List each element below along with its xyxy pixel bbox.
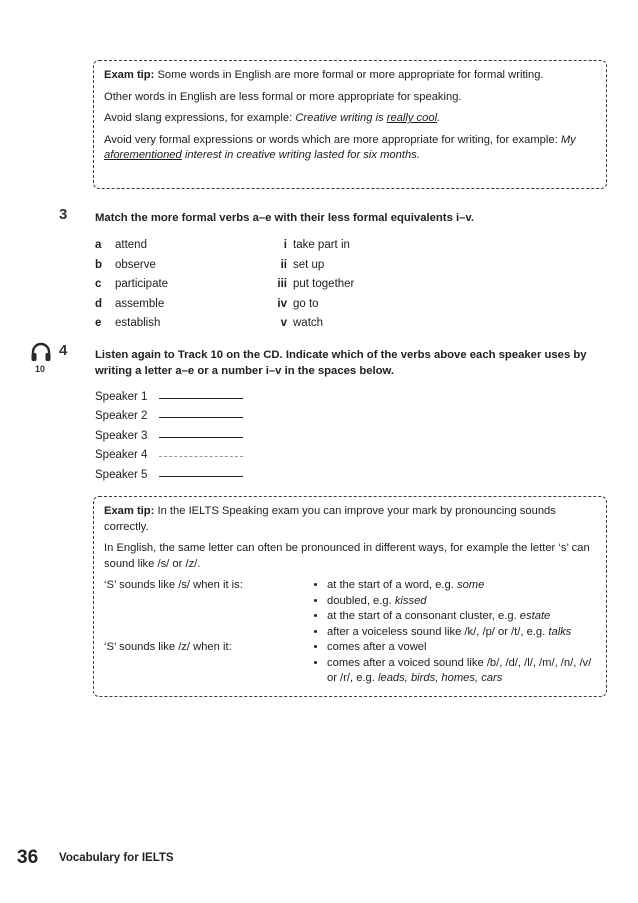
exam-tip-box-pronunciation xyxy=(93,496,607,697)
answer-blank[interactable] xyxy=(159,456,243,457)
item-numeral: v xyxy=(280,317,287,330)
rule-example: kissed xyxy=(394,594,427,607)
speaker-label: Speaker 5 xyxy=(95,468,148,481)
rule-text: comes after a vowel xyxy=(327,641,427,653)
item-word: assemble xyxy=(115,297,165,310)
rule-list-s xyxy=(311,578,597,640)
formal-verb-item xyxy=(95,236,168,256)
answer-blank[interactable] xyxy=(159,398,243,399)
informal-verb-item xyxy=(259,295,354,315)
tip-example-underlined: really cool xyxy=(386,112,438,124)
speaker-label: Speaker 1 xyxy=(95,390,148,403)
formal-verbs-list xyxy=(95,236,168,334)
item-word: take part in xyxy=(293,239,350,251)
tip-paragraph xyxy=(104,68,597,84)
answer-blank[interactable] xyxy=(159,437,243,438)
track-number: 10 xyxy=(35,364,46,374)
speaker-row xyxy=(95,403,243,423)
rule-example: estate xyxy=(519,610,551,622)
headphones-icon xyxy=(30,341,52,363)
item-word: participate xyxy=(115,278,169,291)
rule-example: talks xyxy=(548,625,572,638)
item-word: attend xyxy=(115,239,147,251)
question-number-4: 4 xyxy=(59,342,68,359)
tip-text: In English, the same letter can often be pronounced in different ways, for example the letter ‘s’ can sound like /s/ or /z/. xyxy=(104,542,590,570)
tip-text: In the IELTS Speaking exam you can improve your mark by pronouncing sounds correctly. xyxy=(104,505,556,533)
speaker-row xyxy=(95,461,243,481)
informal-verb-item xyxy=(259,275,354,295)
tip-paragraph xyxy=(104,541,597,572)
tip-paragraph xyxy=(104,504,597,535)
rule-text: comes after a voiced sound like /b/, /d/, /l/, /m/, /n/, /v/ or /r/, e.g. xyxy=(327,656,592,684)
list-item xyxy=(327,578,597,594)
speaker-label: Speaker 2 xyxy=(95,410,148,422)
tip-example-end: . xyxy=(437,112,441,124)
informal-verb-item xyxy=(259,236,354,256)
tip-example-text: My xyxy=(560,133,576,146)
formal-verb-item xyxy=(95,295,168,315)
tip-example-underlined: aforementioned xyxy=(104,149,182,161)
rule-example: leads, birds, homes, cars xyxy=(377,672,503,684)
informal-verbs-list xyxy=(259,236,354,334)
question-4-instruction: Listen again to Track 10 on the CD. Indicate which of the verbs above each speaker uses by writing a letter a–e or a number i–v in the spaces below. xyxy=(95,349,587,377)
speaker-row xyxy=(95,442,243,462)
tip-example-text: Creative writing is xyxy=(295,112,387,124)
tip-paragraph xyxy=(104,111,597,127)
item-word: set up xyxy=(293,258,325,271)
rule-text: doubled, e.g. xyxy=(327,594,395,607)
rule-text: at the start of a consonant cluster, e.g. xyxy=(327,610,520,622)
item-numeral: i xyxy=(283,239,287,251)
rule-list-z xyxy=(311,640,597,687)
item-letter: b xyxy=(95,258,103,271)
book-title: Vocabulary for IELTS xyxy=(59,852,174,864)
item-numeral: iv xyxy=(277,297,287,310)
tip-text: Some words in English are more formal or more appropriate for formal writing. xyxy=(157,69,544,81)
question-3-instruction: Match the more formal verbs a–e with their less formal equivalents i–v. xyxy=(95,212,474,224)
rule-label-z: ‘S’ sounds like /z/ when it: xyxy=(104,641,232,653)
informal-verb-item xyxy=(259,256,354,276)
item-word: watch xyxy=(293,317,324,330)
exam-tip-label: Exam tip: xyxy=(104,505,155,517)
formal-verb-item xyxy=(95,275,168,295)
page-number: 36 xyxy=(17,847,39,868)
tip-example-end: interest in creative writing lasted for six months. xyxy=(181,149,420,161)
informal-verb-item xyxy=(259,314,354,334)
list-item xyxy=(327,640,597,656)
speaker-label: Speaker 4 xyxy=(95,449,148,461)
tip-paragraph xyxy=(104,90,597,106)
item-letter: e xyxy=(95,317,102,330)
pronunciation-rules xyxy=(104,578,597,687)
list-item xyxy=(327,656,597,687)
speaker-row xyxy=(95,422,243,442)
list-item xyxy=(327,609,597,625)
list-item xyxy=(327,594,597,610)
item-letter: a xyxy=(95,239,102,251)
exam-tip-label: Exam tip: xyxy=(104,69,155,81)
item-word: go to xyxy=(293,297,319,310)
formal-verb-item xyxy=(95,256,168,276)
speaker-answer-list xyxy=(95,383,243,481)
rule-label-s: ‘S’ sounds like /s/ when it is: xyxy=(104,579,243,591)
item-numeral: iii xyxy=(277,278,287,291)
item-word: observe xyxy=(115,258,156,271)
item-word: put together xyxy=(293,278,355,291)
answer-blank[interactable] xyxy=(159,476,243,477)
item-letter: d xyxy=(95,297,103,310)
answer-blank[interactable] xyxy=(159,417,243,418)
rule-text: at the start of a word, e.g. xyxy=(327,579,457,591)
rule-text: after a voiceless sound like /k/, /p/ or /t/, e.g. xyxy=(327,625,549,638)
rule-example: some xyxy=(456,579,485,591)
speaker-row xyxy=(95,383,243,403)
item-letter: c xyxy=(95,278,102,291)
tip-example xyxy=(295,112,440,124)
speaker-label: Speaker 3 xyxy=(95,429,148,442)
tip-text: Other words in English are less formal or more appropriate for speaking. xyxy=(104,90,462,103)
tip-text: Avoid slang expressions, for example: xyxy=(104,112,296,124)
item-word: establish xyxy=(115,317,161,330)
tip-text: Avoid very formal expressions or words which are more appropriate for writing, for example: xyxy=(104,133,561,146)
exam-tip-box-formality xyxy=(93,60,607,189)
tip-paragraph xyxy=(104,133,597,164)
formal-verb-item xyxy=(95,314,168,334)
list-item xyxy=(327,625,597,641)
question-number-3: 3 xyxy=(59,206,68,223)
item-numeral: ii xyxy=(280,258,287,271)
